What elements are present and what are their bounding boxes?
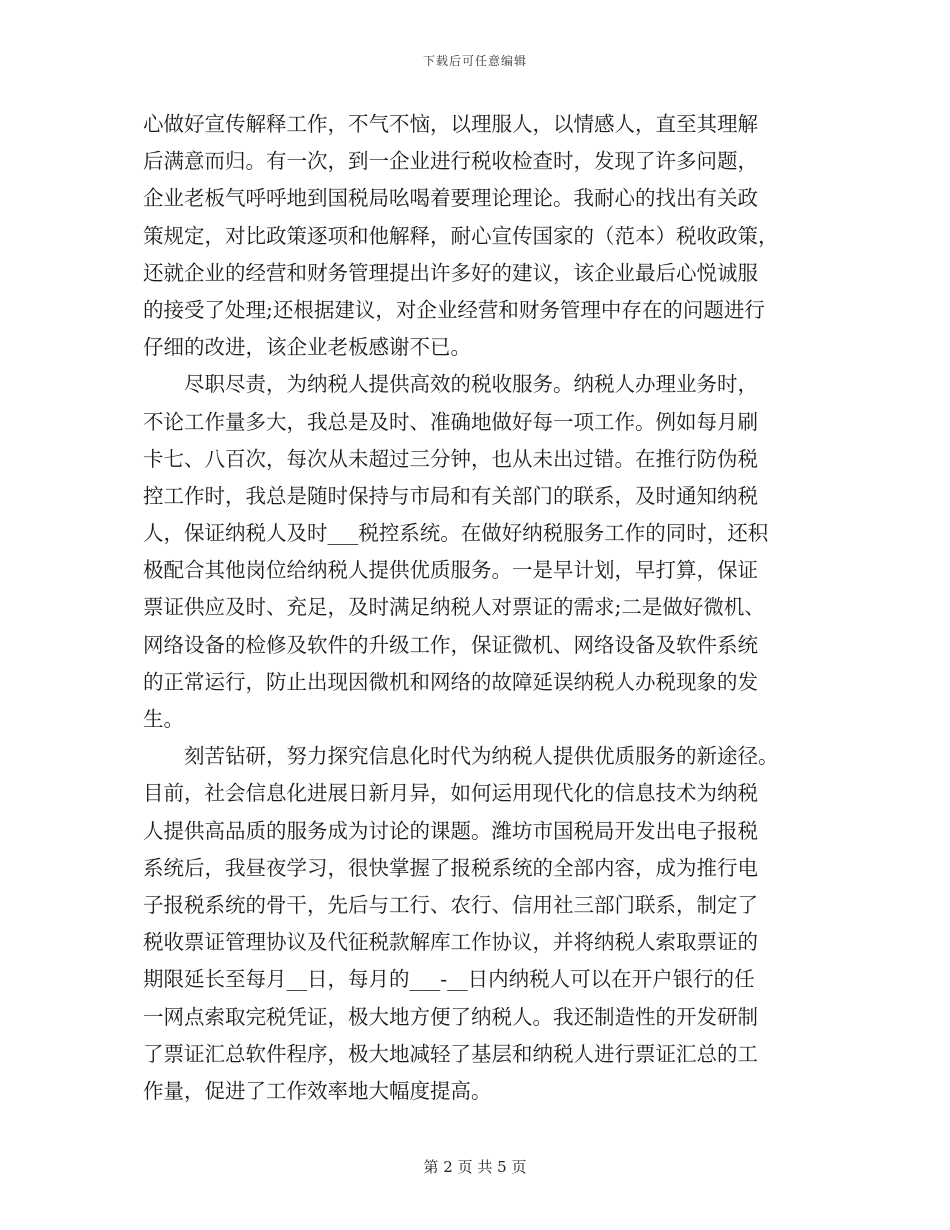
text-line: 期限延长至每月__日，每月的___-__日内纳税人可以在开户银行的任 [143,967,755,992]
text-line: 还就企业的经营和财务管理提出许多好的建议，该企业最后心悦诚服 [143,260,758,285]
text-line: 企业老板气呼呼地到国税局吆喝着要理论理论。我耐心的找出有关政 [143,186,758,211]
text-line: 仔细的改进，该企业老板感谢不已。 [143,335,471,360]
text-line: 策规定，对比政策逐项和他解释，耐心宣传国家的（范本）税收政策， [143,223,779,248]
text-line: 极配合其他岗位给纳税人提供优质服务。一是早计划，早打算，保证 [143,558,758,583]
text-line: 尽职尽责，为纳税人提供高效的税收服务。纳税人办理业务时， [184,372,758,397]
document-body [143,106,823,1110]
text-line: 控工作时，我总是随时保持与市局和有关部门的联系，及时通知纳税 [143,483,758,508]
text-line: 不论工作量多大，我总是及时、准确地做好每一项工作。例如每月刷 [143,409,758,434]
text-line: 目前，社会信息化进展日新月异，如何运用现代化的信息技术为纳税 [143,781,758,806]
text-line: 人提供高品质的服务成为讨论的课题。潍坊市国税局开发出电子报税 [143,818,758,843]
text-line: 心做好宣传解释工作，不气不恼，以理服人，以情感人，直至其理解 [143,112,758,136]
text-line: 的正常运行，防止出现因微机和网络的故障延误纳税人办税现象的发 [143,669,758,694]
text-line: 后满意而归。有一次，到一企业进行税收检查时，发现了许多问题， [143,149,758,174]
text-line: 作量，促进了工作效率地大幅度提高。 [143,1078,492,1103]
text-line: 生。 [143,707,184,731]
text-line: 一网点索取完税凭证，极大地方便了纳税人。我还制造性的开发研制 [143,1004,758,1029]
text-line: 子报税系统的骨干，先后与工行、农行、信用社三部门联系，制定了 [143,892,758,917]
text-line: 税收票证管理协议及代征税款解库工作协议，并将纳税人索取票证的 [143,930,758,955]
text-line: 的接受了处理;还根据建议，对企业经营和财务管理中存在的问题进行 [143,297,765,322]
text-line: 卡七、八百次，每次从未超过三分钟，也从未出过错。在推行防伪税 [143,446,758,471]
page-number: 第 2 页 共 5 页 [423,1158,527,1176]
page-header-note: 下载后可任意编辑 [422,54,527,68]
text-line: 票证供应及时、充足，及时满足纳税人对票证的需求;二是做好微机、 [143,595,765,620]
text-line: 系统后，我昼夜学习，很快掌握了报税系统的全部内容，成为推行电 [143,855,758,880]
text-line: 了票证汇总软件程序，极大地减轻了基层和纳税人进行票证汇总的工 [143,1041,758,1066]
text-line: 网络设备的检修及软件的升级工作，保证微机、网络设备及软件系统 [143,632,758,657]
text-line: 刻苦钻研，努力探究信息化时代为纳税人提供优质服务的新途径。 [184,744,779,769]
text-line: 人，保证纳税人及时___税控系统。在做好纳税服务工作的同时，还积 [143,521,769,546]
